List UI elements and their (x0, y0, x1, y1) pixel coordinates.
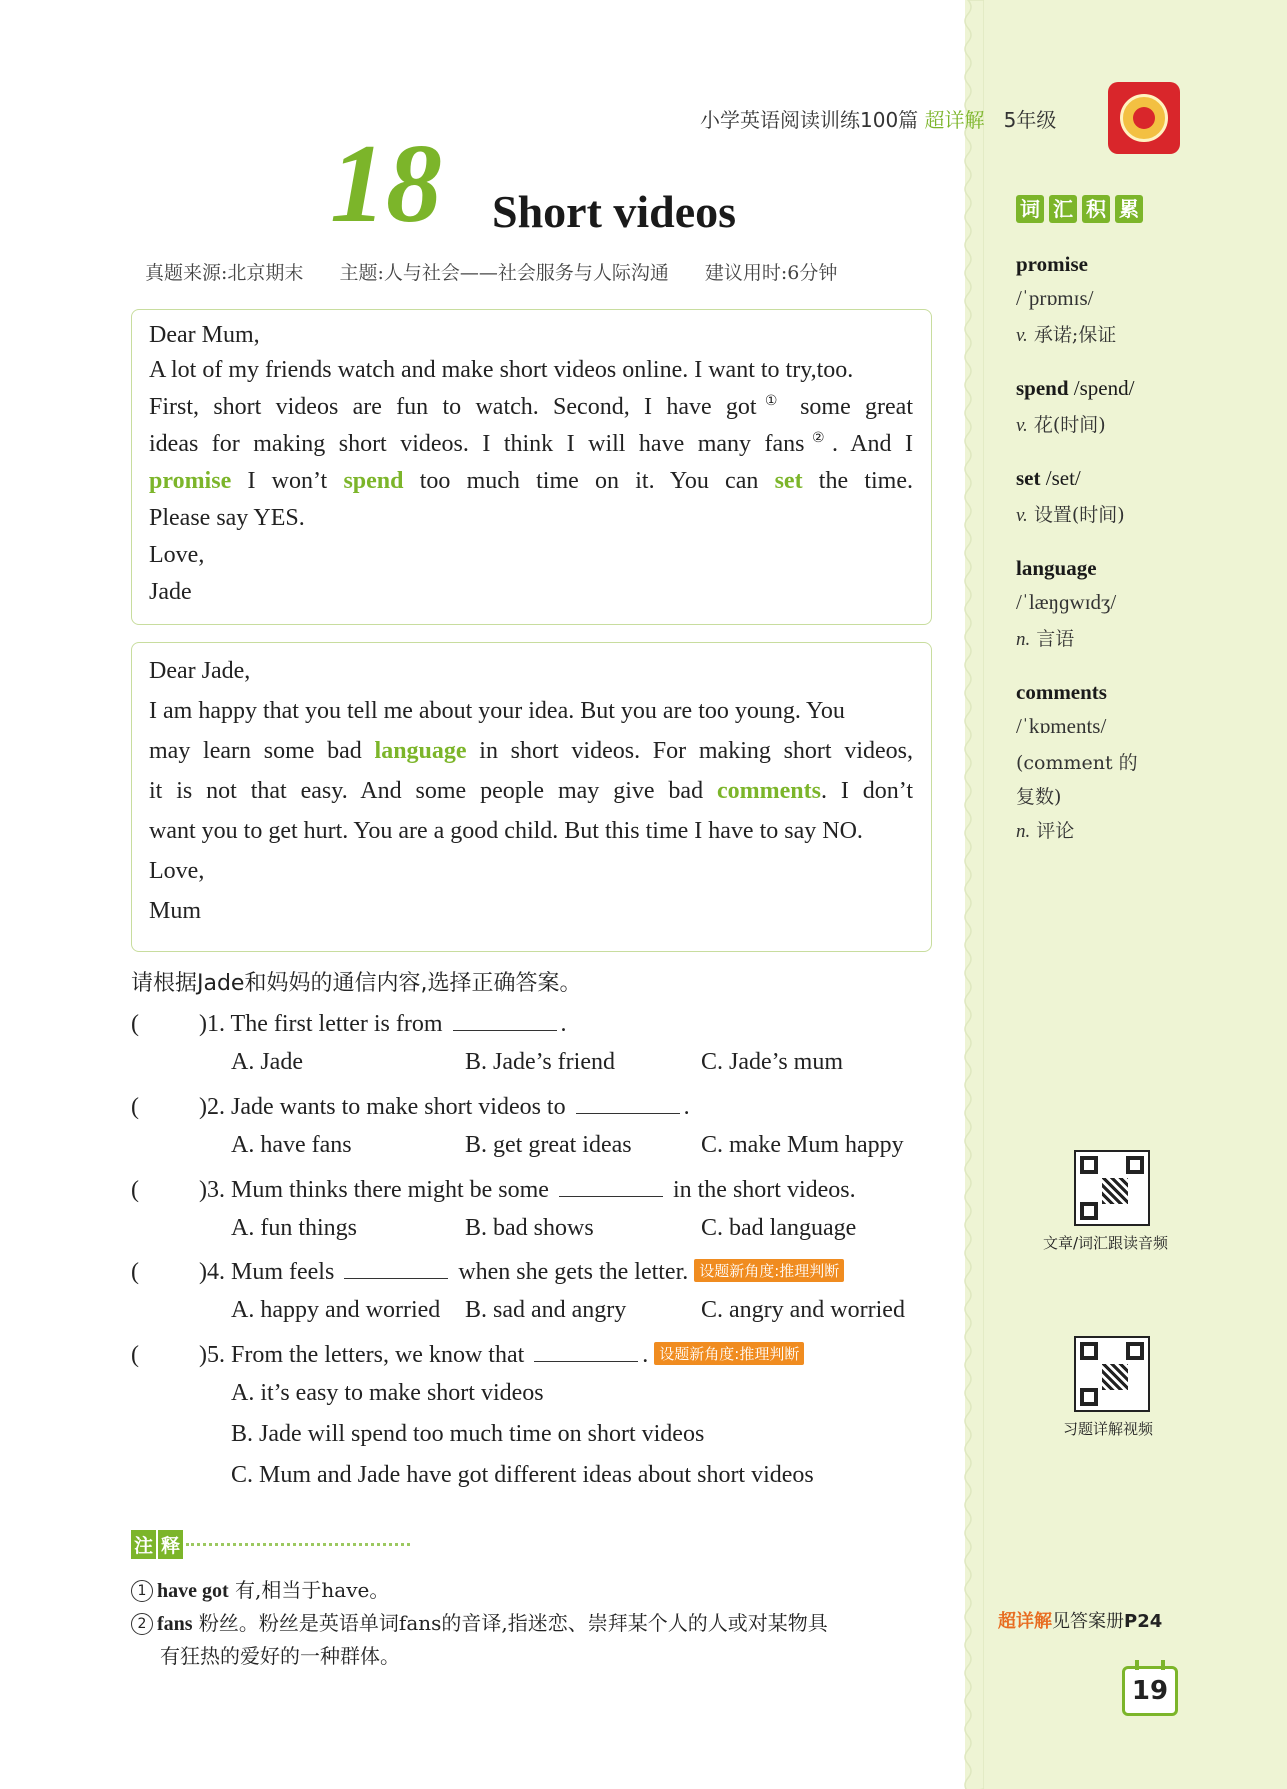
letter-from-mum (131, 642, 932, 952)
qr-code-video-icon[interactable] (1074, 1336, 1150, 1412)
answer-blank (534, 1339, 638, 1362)
right-sidebar (965, 0, 1287, 1789)
letter2-closing: Love, (149, 858, 205, 884)
option-c[interactable]: C. bad language (701, 1215, 857, 1241)
letter1-greeting: Dear Mum, (149, 322, 260, 348)
letter2-line4: want you to get hurt. You are a good child. But this time I have to say NO. (149, 818, 863, 844)
sidebar-wave-border (958, 0, 984, 1789)
lesson-time: 建议用时:6分钟 (704, 262, 838, 284)
option-b[interactable]: B. sad and angry (465, 1297, 627, 1323)
vocab-promise-meaning: v. 承诺;保证 (1016, 324, 1117, 346)
vocab-comments-extra: (comment 的 (1016, 752, 1138, 774)
letter1-line2: First, short videos are fun to watch. Second, I have got① some great (149, 393, 913, 420)
lesson-title: Short videos (492, 186, 737, 237)
keyword-promise: promise (149, 468, 232, 494)
question-5-option-a[interactable]: A. it’s easy to make short videos (231, 1380, 544, 1406)
vocab-language-word: language (1016, 556, 1097, 580)
vocab-comments-phonetic: /ˈkɒments/ (1016, 714, 1107, 738)
vocab-set-meaning: v. 设置(时间) (1016, 504, 1125, 526)
question-tag: 设题新角度:推理判断 (654, 1342, 804, 1365)
lesson-theme: 主题:人与社会——社会服务与人际沟通 (339, 262, 669, 284)
option-b[interactable]: B. Jade’s friend (465, 1049, 615, 1075)
lesson-source: 真题来源:北京期末 (145, 262, 304, 284)
grade-label: 5年级 (1003, 108, 1057, 132)
vocab-promise-word: promise (1016, 252, 1088, 276)
option-a[interactable]: A. fun things (231, 1215, 357, 1241)
option-a[interactable]: A. have fans (231, 1132, 352, 1158)
note-2: 2 fans 粉丝。粉丝是英语单词fans的音译,指迷恋、崇拜某个人的人或对某物具 (131, 1607, 828, 1636)
answer-blank (559, 1174, 663, 1197)
vocab-comments-extra2: 复数) (1016, 786, 1062, 808)
vocab-language-meaning: n. 言语 (1016, 628, 1075, 650)
answer-paren[interactable]: ( (131, 1177, 139, 1203)
answer-reference: 超详解见答案册P24 (998, 1611, 1163, 1632)
vocab-promise-phonetic: /ˈprɒmɪs/ (1016, 286, 1094, 310)
answer-blank (344, 1256, 448, 1279)
keyword-comments: comments (717, 778, 821, 804)
answer-blank (453, 1008, 557, 1031)
question-tag: 设题新角度:推理判断 (694, 1259, 844, 1282)
letter1-line1: A lot of my friends watch and make short videos online. I want to try,too. (149, 357, 854, 383)
keyword-set: set (774, 468, 803, 494)
question-4: ( )4. Mum feels when she gets the letter. 设题新角度:推理判断 (131, 1256, 844, 1286)
lesson-number: 18 (330, 122, 442, 246)
vocab-spend: spend /spend/ (1016, 376, 1135, 400)
question-2: ( )2. Jade wants to make short videos to . (131, 1091, 690, 1121)
vocab-comments-meaning: n. 评论 (1016, 820, 1075, 842)
question-5: ( )5. From the letters, we know that . 设题新角度:推理判断 (131, 1339, 804, 1369)
letter2-signature: Mum (149, 898, 202, 924)
question-3: ( )3. Mum thinks there might be some in the short videos. (131, 1174, 856, 1204)
note-number: 2 (131, 1613, 153, 1635)
question-5-option-b[interactable]: B. Jade will spend too much time on short videos (231, 1421, 705, 1447)
letter2-line1: I am happy that you tell me about your idea. But you are too young. You (149, 698, 845, 724)
note-number: 1 (131, 1580, 153, 1602)
option-c[interactable]: C. Jade’s mum (701, 1049, 843, 1075)
vocab-spend-meaning: v. 花(时间) (1016, 414, 1106, 436)
option-a[interactable]: A. Jade (231, 1049, 303, 1075)
keyword-language: language (374, 738, 467, 764)
question-1: ( )1. The first letter is from . (131, 1008, 567, 1038)
letter1-line4: promise I won’t spend too much time on it. You can set the time. (149, 468, 913, 494)
letter-from-jade (131, 309, 932, 625)
vocab-title: 词 汇 积 累 (1016, 195, 1148, 223)
notes-title: 注 释 (131, 1530, 185, 1559)
answer-paren[interactable]: ( (131, 1011, 139, 1037)
option-a[interactable]: A. happy and worried (231, 1297, 441, 1323)
answer-blank (576, 1091, 680, 1114)
letter2-line3: it is not that easy. And some people may give bad comments. I don’t (149, 778, 913, 804)
letter2-greeting: Dear Jade, (149, 658, 251, 684)
notes-divider (186, 1543, 410, 1546)
letter1-signature: Jade (149, 579, 192, 605)
letter1-line3: ideas for making short videos. I think I will have many fans②. And I (149, 430, 913, 457)
vocab-set: set /set/ (1016, 466, 1081, 490)
qr-label-audio: 文章/词汇跟读音频 (1043, 1234, 1169, 1252)
question-instruction: 请根据Jade和妈妈的通信内容,选择正确答案。 (131, 971, 582, 996)
note-1: 1 have got 有,相当于have。 (131, 1574, 389, 1603)
book-highlight: 超详解 (924, 108, 985, 132)
keyword-spend: spend (343, 468, 404, 494)
question-5-option-c[interactable]: C. Mum and Jade have got different ideas about short videos (231, 1462, 814, 1488)
answer-paren[interactable]: ( (131, 1259, 139, 1285)
letter2-line2: may learn some bad language in short videos. For making short videos, (149, 738, 913, 764)
option-b[interactable]: B. bad shows (465, 1215, 594, 1241)
option-c[interactable]: C. make Mum happy (701, 1132, 904, 1158)
answer-paren[interactable]: ( (131, 1342, 139, 1368)
lesson-meta (145, 258, 867, 285)
page-number: 19 (1122, 1666, 1178, 1716)
qr-code-audio-icon[interactable] (1074, 1150, 1150, 1226)
vocab-comments-word: comments (1016, 680, 1107, 704)
book-title: 小学英语阅读训练100篇 (700, 108, 919, 132)
letter1-line5: Please say YES. (149, 505, 305, 531)
option-b[interactable]: B. get great ideas (465, 1132, 632, 1158)
book-header (700, 104, 1056, 133)
qr-label-video: 习题详解视频 (1063, 1420, 1154, 1438)
letter1-closing: Love, (149, 542, 205, 568)
note-2-cont: 有狂热的爱好的一种群体。 (160, 1644, 400, 1668)
vocab-language-phonetic: /ˈlæŋɡwɪdʒ/ (1016, 590, 1117, 614)
option-c[interactable]: C. angry and worried (701, 1297, 905, 1323)
answer-paren[interactable]: ( (131, 1094, 139, 1120)
publisher-logo-icon (1108, 82, 1180, 154)
